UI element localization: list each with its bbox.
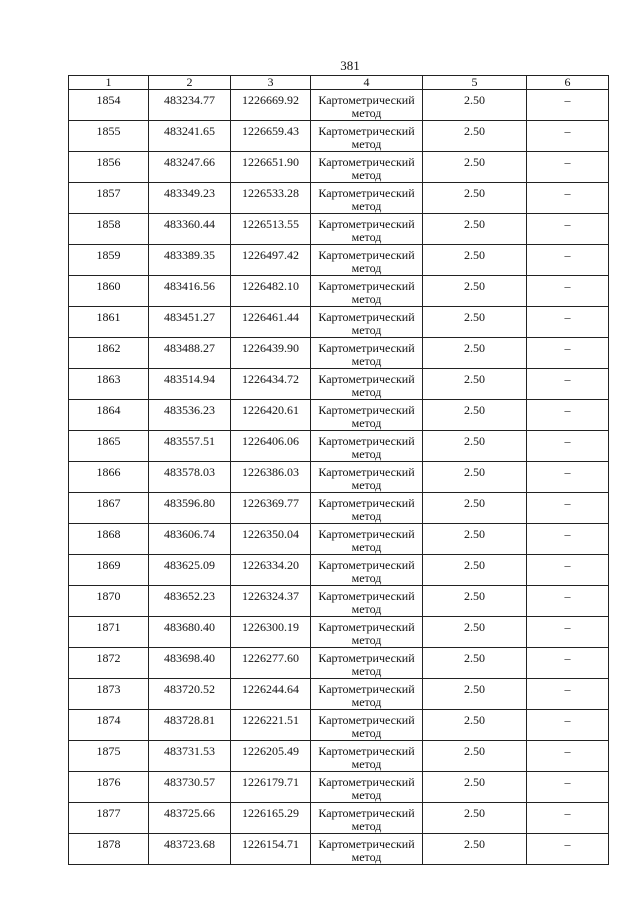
table-row bbox=[69, 586, 609, 617]
x-coordinate-cell: 483578.03 bbox=[149, 462, 231, 493]
point-number-cell: 1861 bbox=[69, 307, 149, 338]
y-coordinate-cell: 1226165.29 bbox=[231, 803, 311, 834]
method-cell: Картометрический метод bbox=[311, 400, 423, 431]
method-cell: Картометрический метод bbox=[311, 710, 423, 741]
method-cell: Картометрический метод bbox=[311, 183, 423, 214]
note-cell: – bbox=[527, 524, 609, 555]
method-cell: Картометрический метод bbox=[311, 679, 423, 710]
y-coordinate-cell: 1226154.71 bbox=[231, 834, 311, 865]
x-coordinate-cell: 483557.51 bbox=[149, 431, 231, 462]
column-header: 6 bbox=[527, 76, 609, 90]
note-cell: – bbox=[527, 307, 609, 338]
accuracy-cell: 2.50 bbox=[423, 183, 527, 214]
x-coordinate-cell: 483596.80 bbox=[149, 493, 231, 524]
point-number-cell: 1868 bbox=[69, 524, 149, 555]
column-header: 5 bbox=[423, 76, 527, 90]
note-cell: – bbox=[527, 369, 609, 400]
table-row bbox=[69, 369, 609, 400]
table-row bbox=[69, 307, 609, 338]
point-number-cell: 1878 bbox=[69, 834, 149, 865]
table-row bbox=[69, 183, 609, 214]
point-number-cell: 1867 bbox=[69, 493, 149, 524]
note-cell: – bbox=[527, 741, 609, 772]
note-cell: – bbox=[527, 152, 609, 183]
table-header-row bbox=[69, 76, 609, 90]
accuracy-cell: 2.50 bbox=[423, 679, 527, 710]
accuracy-cell: 2.50 bbox=[423, 214, 527, 245]
x-coordinate-cell: 483416.56 bbox=[149, 276, 231, 307]
point-number-cell: 1866 bbox=[69, 462, 149, 493]
accuracy-cell: 2.50 bbox=[423, 462, 527, 493]
point-number-cell: 1865 bbox=[69, 431, 149, 462]
x-coordinate-cell: 483389.35 bbox=[149, 245, 231, 276]
table-row bbox=[69, 338, 609, 369]
method-cell: Картометрический метод bbox=[311, 245, 423, 276]
accuracy-cell: 2.50 bbox=[423, 369, 527, 400]
method-cell: Картометрический метод bbox=[311, 90, 423, 121]
accuracy-cell: 2.50 bbox=[423, 586, 527, 617]
point-number-cell: 1869 bbox=[69, 555, 149, 586]
table-row bbox=[69, 524, 609, 555]
note-cell: – bbox=[527, 90, 609, 121]
accuracy-cell: 2.50 bbox=[423, 741, 527, 772]
y-coordinate-cell: 1226461.44 bbox=[231, 307, 311, 338]
point-number-cell: 1854 bbox=[69, 90, 149, 121]
note-cell: – bbox=[527, 586, 609, 617]
x-coordinate-cell: 483488.27 bbox=[149, 338, 231, 369]
table-row bbox=[69, 803, 609, 834]
x-coordinate-cell: 483349.23 bbox=[149, 183, 231, 214]
point-number-cell: 1875 bbox=[69, 741, 149, 772]
x-coordinate-cell: 483606.74 bbox=[149, 524, 231, 555]
y-coordinate-cell: 1226350.04 bbox=[231, 524, 311, 555]
method-cell: Картометрический метод bbox=[311, 648, 423, 679]
x-coordinate-cell: 483730.57 bbox=[149, 772, 231, 803]
note-cell: – bbox=[527, 803, 609, 834]
table-row bbox=[69, 834, 609, 865]
point-number-cell: 1871 bbox=[69, 617, 149, 648]
table-row bbox=[69, 679, 609, 710]
table-row bbox=[69, 772, 609, 803]
y-coordinate-cell: 1226277.60 bbox=[231, 648, 311, 679]
page-number: 381 bbox=[340, 58, 360, 73]
note-cell: – bbox=[527, 462, 609, 493]
y-coordinate-cell: 1226533.28 bbox=[231, 183, 311, 214]
accuracy-cell: 2.50 bbox=[423, 834, 527, 865]
y-coordinate-cell: 1226386.03 bbox=[231, 462, 311, 493]
accuracy-cell: 2.50 bbox=[423, 121, 527, 152]
note-cell: – bbox=[527, 431, 609, 462]
note-cell: – bbox=[527, 121, 609, 152]
point-number-cell: 1874 bbox=[69, 710, 149, 741]
note-cell: – bbox=[527, 338, 609, 369]
y-coordinate-cell: 1226406.06 bbox=[231, 431, 311, 462]
table-row bbox=[69, 152, 609, 183]
note-cell: – bbox=[527, 183, 609, 214]
method-cell: Картометрический метод bbox=[311, 772, 423, 803]
method-cell: Картометрический метод bbox=[311, 586, 423, 617]
method-cell: Картометрический метод bbox=[311, 524, 423, 555]
point-number-cell: 1870 bbox=[69, 586, 149, 617]
point-number-cell: 1872 bbox=[69, 648, 149, 679]
accuracy-cell: 2.50 bbox=[423, 276, 527, 307]
x-coordinate-cell: 483625.09 bbox=[149, 555, 231, 586]
method-cell: Картометрический метод bbox=[311, 121, 423, 152]
accuracy-cell: 2.50 bbox=[423, 338, 527, 369]
accuracy-cell: 2.50 bbox=[423, 710, 527, 741]
y-coordinate-cell: 1226205.49 bbox=[231, 741, 311, 772]
note-cell: – bbox=[527, 710, 609, 741]
y-coordinate-cell: 1226334.20 bbox=[231, 555, 311, 586]
method-cell: Картометрический метод bbox=[311, 803, 423, 834]
y-coordinate-cell: 1226669.92 bbox=[231, 90, 311, 121]
table-row bbox=[69, 121, 609, 152]
point-number-cell: 1858 bbox=[69, 214, 149, 245]
method-cell: Картометрический метод bbox=[311, 338, 423, 369]
point-number-cell: 1876 bbox=[69, 772, 149, 803]
accuracy-cell: 2.50 bbox=[423, 307, 527, 338]
point-number-cell: 1877 bbox=[69, 803, 149, 834]
table-row bbox=[69, 276, 609, 307]
y-coordinate-cell: 1226651.90 bbox=[231, 152, 311, 183]
method-cell: Картометрический метод bbox=[311, 493, 423, 524]
accuracy-cell: 2.50 bbox=[423, 493, 527, 524]
note-cell: – bbox=[527, 648, 609, 679]
y-coordinate-cell: 1226482.10 bbox=[231, 276, 311, 307]
y-coordinate-cell: 1226324.37 bbox=[231, 586, 311, 617]
y-coordinate-cell: 1226221.51 bbox=[231, 710, 311, 741]
note-cell: – bbox=[527, 772, 609, 803]
x-coordinate-cell: 483247.66 bbox=[149, 152, 231, 183]
x-coordinate-cell: 483723.68 bbox=[149, 834, 231, 865]
table-row bbox=[69, 493, 609, 524]
y-coordinate-cell: 1226420.61 bbox=[231, 400, 311, 431]
x-coordinate-cell: 483652.23 bbox=[149, 586, 231, 617]
note-cell: – bbox=[527, 617, 609, 648]
accuracy-cell: 2.50 bbox=[423, 524, 527, 555]
table-row bbox=[69, 617, 609, 648]
x-coordinate-cell: 483728.81 bbox=[149, 710, 231, 741]
y-coordinate-cell: 1226659.43 bbox=[231, 121, 311, 152]
table-row bbox=[69, 648, 609, 679]
y-coordinate-cell: 1226434.72 bbox=[231, 369, 311, 400]
note-cell: – bbox=[527, 555, 609, 586]
method-cell: Картометрический метод bbox=[311, 462, 423, 493]
note-cell: – bbox=[527, 493, 609, 524]
x-coordinate-cell: 483234.77 bbox=[149, 90, 231, 121]
accuracy-cell: 2.50 bbox=[423, 772, 527, 803]
point-number-cell: 1855 bbox=[69, 121, 149, 152]
method-cell: Картометрический метод bbox=[311, 741, 423, 772]
y-coordinate-cell: 1226244.64 bbox=[231, 679, 311, 710]
table-row bbox=[69, 214, 609, 245]
point-number-cell: 1864 bbox=[69, 400, 149, 431]
method-cell: Картометрический метод bbox=[311, 555, 423, 586]
table-row bbox=[69, 741, 609, 772]
note-cell: – bbox=[527, 276, 609, 307]
x-coordinate-cell: 483514.94 bbox=[149, 369, 231, 400]
table-row bbox=[69, 710, 609, 741]
table-body bbox=[69, 90, 609, 865]
table-row bbox=[69, 555, 609, 586]
point-number-cell: 1873 bbox=[69, 679, 149, 710]
note-cell: – bbox=[527, 834, 609, 865]
accuracy-cell: 2.50 bbox=[423, 245, 527, 276]
method-cell: Картометрический метод bbox=[311, 152, 423, 183]
y-coordinate-cell: 1226300.19 bbox=[231, 617, 311, 648]
note-cell: – bbox=[527, 400, 609, 431]
y-coordinate-cell: 1226513.55 bbox=[231, 214, 311, 245]
accuracy-cell: 2.50 bbox=[423, 617, 527, 648]
method-cell: Картометрический метод bbox=[311, 214, 423, 245]
note-cell: – bbox=[527, 214, 609, 245]
method-cell: Картометрический метод bbox=[311, 431, 423, 462]
column-header: 4 bbox=[311, 76, 423, 90]
accuracy-cell: 2.50 bbox=[423, 555, 527, 586]
coordinates-table bbox=[68, 75, 609, 865]
method-cell: Картометрический метод bbox=[311, 369, 423, 400]
x-coordinate-cell: 483360.44 bbox=[149, 214, 231, 245]
point-number-cell: 1856 bbox=[69, 152, 149, 183]
method-cell: Картометрический метод bbox=[311, 307, 423, 338]
accuracy-cell: 2.50 bbox=[423, 803, 527, 834]
point-number-cell: 1857 bbox=[69, 183, 149, 214]
point-number-cell: 1863 bbox=[69, 369, 149, 400]
accuracy-cell: 2.50 bbox=[423, 90, 527, 121]
note-cell: – bbox=[527, 679, 609, 710]
x-coordinate-cell: 483725.66 bbox=[149, 803, 231, 834]
table-row bbox=[69, 245, 609, 276]
point-number-cell: 1862 bbox=[69, 338, 149, 369]
column-header: 2 bbox=[149, 76, 231, 90]
x-coordinate-cell: 483536.23 bbox=[149, 400, 231, 431]
x-coordinate-cell: 483731.53 bbox=[149, 741, 231, 772]
point-number-cell: 1860 bbox=[69, 276, 149, 307]
accuracy-cell: 2.50 bbox=[423, 648, 527, 679]
x-coordinate-cell: 483680.40 bbox=[149, 617, 231, 648]
method-cell: Картометрический метод bbox=[311, 276, 423, 307]
method-cell: Картометрический метод bbox=[311, 834, 423, 865]
table-row bbox=[69, 431, 609, 462]
x-coordinate-cell: 483698.40 bbox=[149, 648, 231, 679]
accuracy-cell: 2.50 bbox=[423, 400, 527, 431]
note-cell: – bbox=[527, 245, 609, 276]
x-coordinate-cell: 483451.27 bbox=[149, 307, 231, 338]
y-coordinate-cell: 1226439.90 bbox=[231, 338, 311, 369]
y-coordinate-cell: 1226179.71 bbox=[231, 772, 311, 803]
x-coordinate-cell: 483720.52 bbox=[149, 679, 231, 710]
accuracy-cell: 2.50 bbox=[423, 431, 527, 462]
table-row bbox=[69, 462, 609, 493]
x-coordinate-cell: 483241.65 bbox=[149, 121, 231, 152]
column-header: 3 bbox=[231, 76, 311, 90]
y-coordinate-cell: 1226369.77 bbox=[231, 493, 311, 524]
accuracy-cell: 2.50 bbox=[423, 152, 527, 183]
column-header: 1 bbox=[69, 76, 149, 90]
point-number-cell: 1859 bbox=[69, 245, 149, 276]
table-row bbox=[69, 400, 609, 431]
y-coordinate-cell: 1226497.42 bbox=[231, 245, 311, 276]
method-cell: Картометрический метод bbox=[311, 617, 423, 648]
table-row bbox=[69, 90, 609, 121]
